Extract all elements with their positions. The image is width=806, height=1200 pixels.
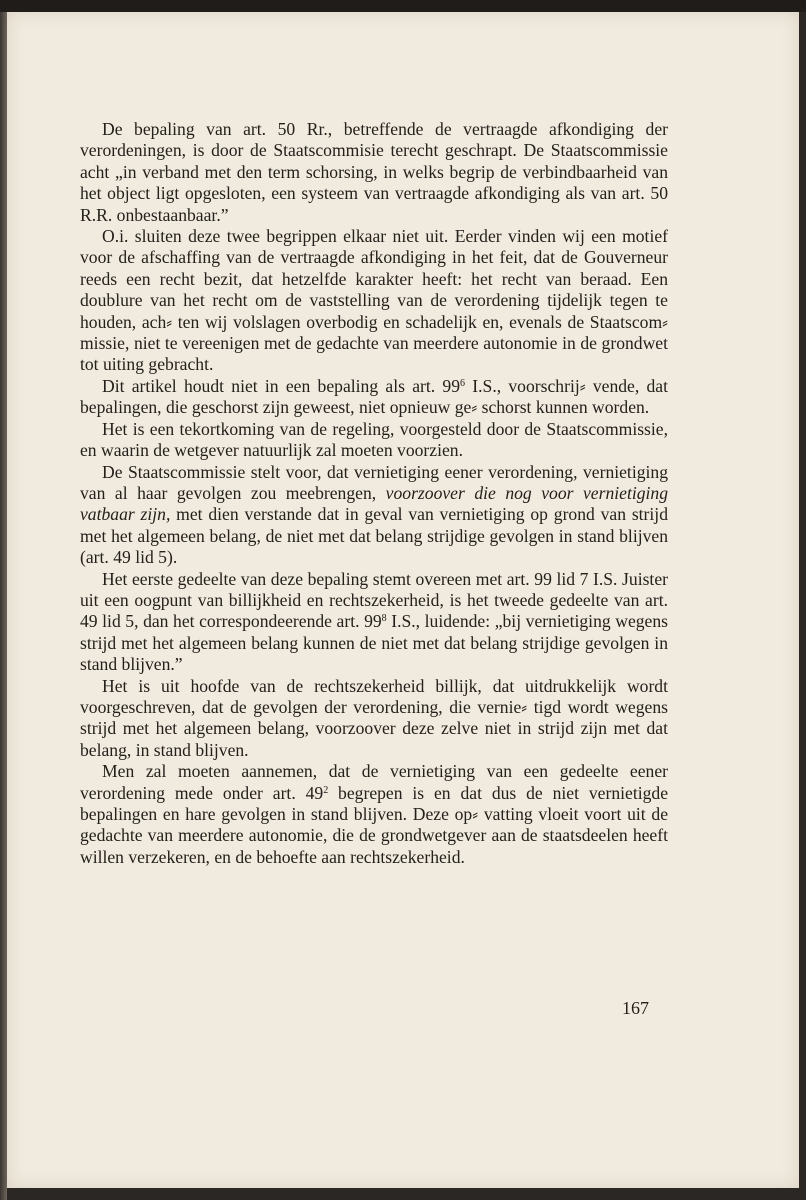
paragraph-5: [80, 462, 668, 569]
paragraph-6: [80, 569, 668, 676]
footnote-superscript: 6: [460, 377, 466, 389]
paragraph-7: Het is uit hoofde van de rechtszekerheid billijk, dat uitdrukkelijk wordt voorgeschreven, dat de gevolgen der verordening, die vernie⸗ tigd wordt wegens strijd met het algemeen belang, voorzoover deze zelve niet in strijd zijn met dat belang, in stand blijven.: [80, 675, 668, 760]
body-text: [80, 119, 668, 868]
paragraph-5-text-b: met dien verstande dat in geval van vernietiging op grond van strijd met het algemeen belang, de niet met dat belang strijdige gevolgen in stand blijven (art. 49 lid 5).: [80, 504, 668, 568]
paragraph-1: De bepaling van art. 50 Rr., betreffende de vertraagde afkondiging der verordeningen, is door de Staatscommisie terecht geschrapt. De Staatscommissie acht „in verband met den term schorsing, in welks begrip de verbindbaarheid van het object ligt opgesloten, een systeem van vertraagde afkondiging als van art. 50 R.R. onbestaanbaar.”: [80, 119, 668, 225]
paragraph-8: [80, 761, 668, 868]
paragraph-8-text-b: begrepen is en dat dus de niet vernietigde bepalingen en hare gevolgen in stand blijven. Deze op⸗ vatting vloeit voort uit de gedachte van meerdere autonomie, die de grondwetgever aan de staatsdeelen heeft willen verzekeren, en de behoefte aan rechtszekerheid.: [80, 782, 668, 867]
paragraph-8-text-a: Men zal moeten aannemen, dat de vernietiging van een gedeelte eener verordening mede onder art. 49: [80, 761, 668, 803]
footnote-superscript: 2: [323, 784, 329, 796]
italic-phrase: voorzoover die nog voor vernietiging vatbaar zijn,: [80, 482, 668, 525]
paragraph-5-text-a: De Staatscommissie stelt voor, dat vernietiging eener verordening, vernietiging van al haar gevolgen zou meebrengen,: [80, 461, 668, 503]
paragraph-2: O.i. sluiten deze twee begrippen elkaar niet uit. Eerder vinden wij een motief voor de afschaffing van de vertraagde afkondiging in het feit, dat de Gouverneur reeds een recht bezit, dat hetzelfde karakter heeft: het recht van beraad. Een doublure van het recht om de vaststelling van de verordening tijdelijk tegen te houden, ach⸗ ten wij volslagen overbodig en schadelijk en, evenals de Staatscom⸗ missie, niet te vereenigen met de gedachte van meerdere autonomie in de grondwet tot uiting gebracht.: [80, 226, 668, 375]
paragraph-6-text-a: Het eerste gedeelte van deze bepaling stemt overeen met art. 99 lid 7 I.S. Juister uit een oogpunt van billijkheid en rechtszekerheid, is het tweede gedeelte van art. 49 lid 5, dan het correspondeerende art. 99: [80, 568, 668, 632]
paragraph-4: Het is een tekortkoming van de regeling, voorgesteld door de Staatscommissie, en waarin de wetgever natuurlijk zal moeten voorzien.: [80, 418, 668, 461]
page-number: 167: [622, 998, 649, 1018]
paragraph-3: [80, 376, 668, 419]
footnote-superscript: 8: [381, 613, 387, 625]
scan-left-border: [0, 12, 7, 1200]
paragraph-3-text-a: Dit artikel houdt niet in een bepaling als art. 99: [102, 375, 461, 396]
paragraph-3-text-b: I.S., voorschrij⸗ vende, dat bepalingen, die geschorst zijn geweest, niet opnieuw ge⸗ schorst kunnen worden.: [80, 375, 668, 418]
scan-top-border: [0, 0, 806, 12]
paragraph-6-text-b: I.S., luidende: „bij vernietiging wegens strijd met het algemeen belang kunnen de niet met dat belang strijdige gevolgen in stand blijven.”: [80, 611, 668, 675]
